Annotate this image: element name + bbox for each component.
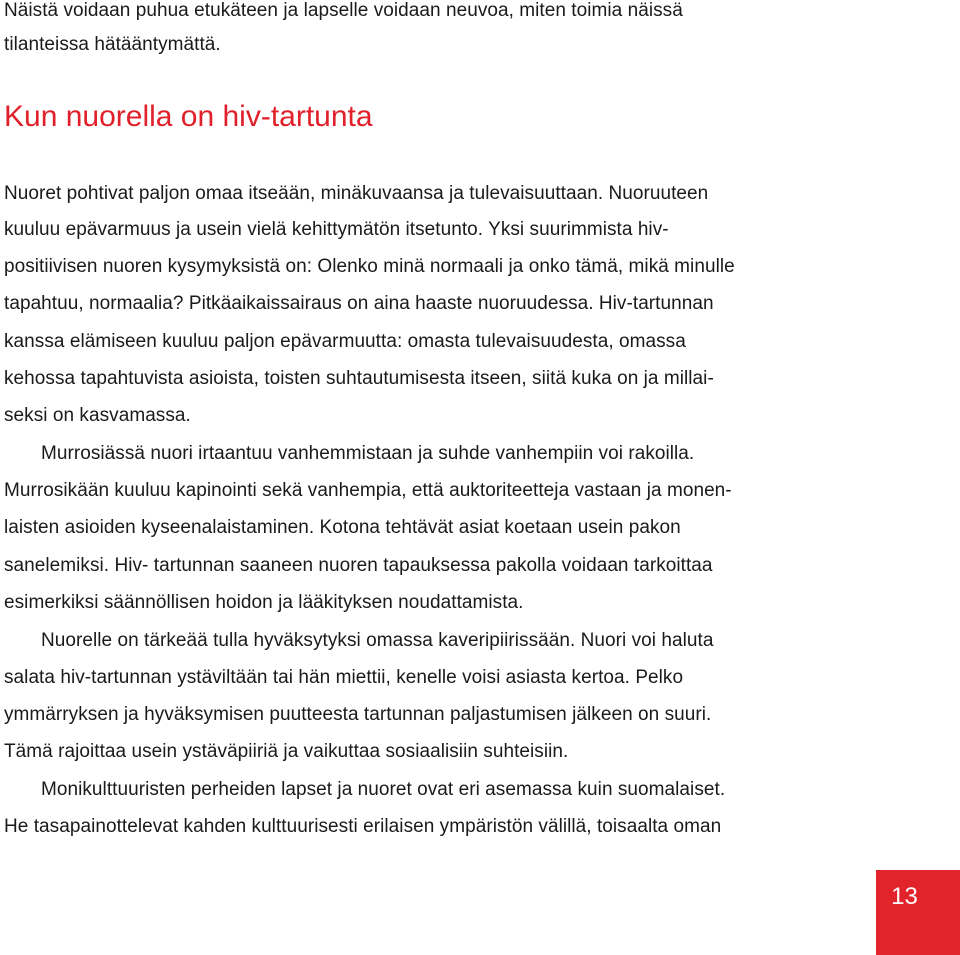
body-line: positiivisen nuoren kysymyksistä on: Olenko minä normaali ja onko tämä, mikä minulle xyxy=(4,256,735,277)
body-line: Tämä rajoittaa usein ystäväpiiriä ja vaikuttaa sosiaalisiin suhteisiin. xyxy=(4,741,569,762)
body-line: kuuluu epävarmuus ja usein vielä kehittymätön itsetunto. Yksi suurimmista hiv- xyxy=(4,219,669,240)
body-line: Murrosikään kuuluu kapinointi sekä vanhempia, että auktoriteetteja vastaan ja monen- xyxy=(4,480,732,501)
body-line: tapahtuu, normaalia? Pitkäaikaissairaus on aina haaste nuoruudessa. Hiv-tartunnan xyxy=(4,293,714,314)
body-line: kehossa tapahtuvista asioista, toisten suhtautumisesta itseen, siitä kuka on ja millai- xyxy=(4,368,714,389)
body-line: seksi on kasvamassa. xyxy=(4,405,191,426)
body-line: Monikulttuuristen perheiden lapset ja nuoret ovat eri asemassa kuin suomalaiset. xyxy=(41,779,726,800)
body-line: Nuorelle on tärkeää tulla hyväksytyksi omassa kaveripiirissään. Nuori voi haluta xyxy=(41,630,714,651)
body-line: ymmärryksen ja hyväksymisen puutteesta tartunnan paljastumisen jälkeen on suuri. xyxy=(4,704,712,725)
page-number: 13 xyxy=(891,883,918,910)
body-line: laisten asioiden kyseenalaistaminen. Kotona tehtävät asiat koetaan usein pakon xyxy=(4,517,681,538)
page-number-badge xyxy=(876,870,960,955)
section-heading: Kun nuorella on hiv-tartunta xyxy=(4,100,373,133)
body-line: esimerkiksi säännöllisen hoidon ja lääkityksen noudattamista. xyxy=(4,592,524,613)
body-line: salata hiv-tartunnan ystäviltään tai hän miettii, kenelle voisi asiasta kertoa. Pelko xyxy=(4,667,684,688)
body-line: He tasapainottelevat kahden kulttuurisesti erilaisen ympäristön välillä, toisaalta oman xyxy=(4,816,722,837)
body-line: Nuoret pohtivat paljon omaa itseään, minäkuvaansa ja tulevaisuuttaan. Nuoruuteen xyxy=(4,183,709,204)
body-line: kanssa elämiseen kuuluu paljon epävarmuutta: omasta tulevaisuudesta, omassa xyxy=(4,331,686,352)
intro-line-1: Näistä voidaan puhua etukäteen ja lapselle voidaan neuvoa, miten toimia näissä xyxy=(4,0,683,21)
intro-line-2: tilanteissa hätääntymättä. xyxy=(4,34,221,55)
body-line: sanelemiksi. Hiv- tartunnan saaneen nuoren tapauksessa pakolla voidaan tarkoittaa xyxy=(4,555,713,576)
body-line: Murrosiässä nuori irtaantuu vanhemmistaan ja suhde vanhempiin voi rakoilla. xyxy=(41,443,695,464)
